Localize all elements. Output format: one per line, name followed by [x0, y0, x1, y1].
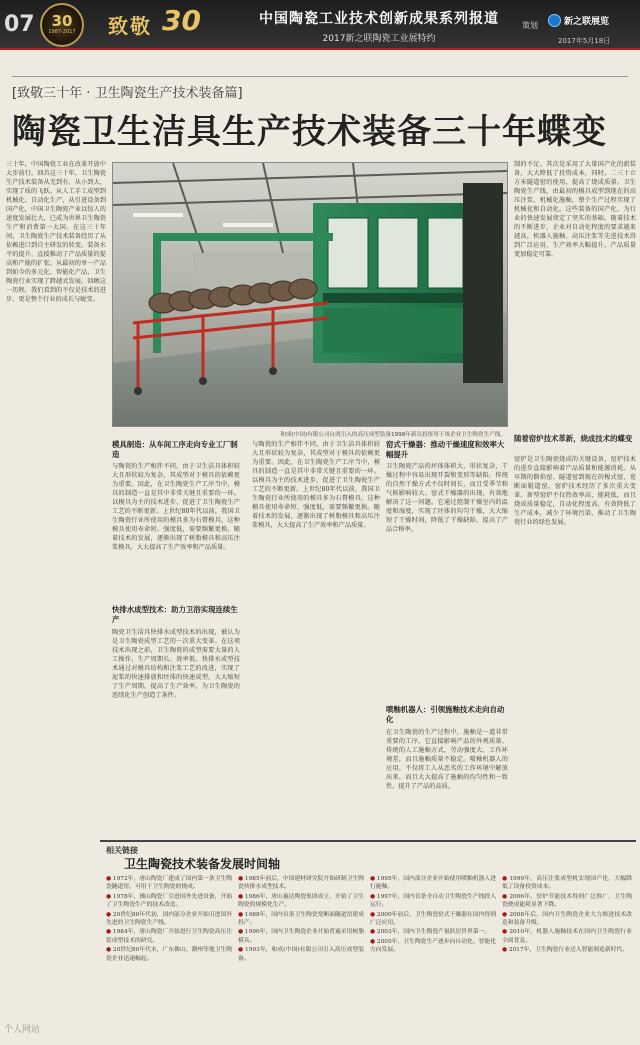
- series-subtitle: 2017新之联陶瓷工业展特约: [322, 34, 436, 44]
- anniversary-badge-icon: [40, 3, 84, 47]
- section5-text: 窑炉是卫生陶瓷烧成的关键设备，窑炉技术的进步直接影响着产品质量和能源消耗。从早期的倒焰窑、隧道窑到现在的梭式窑、宽断面辊道窑，窑炉技术经历了多次重大变革。新型窑炉不仅热效率高、能耗低，而且烧成质量稳定，自动化程度高，有效降低了生产成本，减少了环境污染，推动了卫生陶瓷行业的绿色发展。: [514, 456, 636, 526]
- timeline-column-3: [370, 875, 496, 1035]
- bullet-icon: ●: [370, 876, 377, 882]
- timeline-item: [370, 938, 496, 955]
- masthead: [0, 0, 640, 50]
- divider: [12, 76, 628, 77]
- bullet-icon: ●: [370, 893, 377, 900]
- page-title: 陶瓷卫生洁具生产技术装备三十年蝶变: [12, 112, 607, 152]
- timeline-item-text: 1978年，佛山陶瓷厂引进国外先进设备，开始了卫生陶瓷生产的技术改造。: [106, 893, 232, 909]
- bullet-icon: ●: [106, 929, 113, 936]
- timeline-item: [238, 875, 364, 892]
- tribute-label: 致敬: [108, 14, 152, 38]
- timeline-item-text: 1999年，高压注浆成型机实现国产化，大幅降低了设备投资成本。: [502, 876, 632, 891]
- timeline-column-4: [502, 875, 632, 1035]
- timeline-item: [238, 928, 364, 945]
- timeline-item: [106, 928, 232, 945]
- photo-caption: 和成(中国)有限公司台湾引入的高压成型装备1998年新员投资用于该企业卫生陶瓷生产线。: [280, 432, 506, 438]
- section2-text: 陶瓷卫生洁具快排水成型技术的出现，被认为是卫生陶瓷成型工艺的一次重大变革。在这项技术出现之前，卫生陶瓷的成型需要大量的人工操作，生产周期长、效率低。快排水成型技术通过对模具结构和注浆工艺的改进，实现了泥浆的快速排放和坯体的快速成型，大大缩短了生产周期，提高了生产效率，为卫生陶瓷的连续化生产创造了条件。: [112, 629, 240, 699]
- timeline-item: [370, 875, 496, 892]
- timeline-item-text: 1990年，国内卫生陶瓷企业开始普遍采用树脂模具。: [238, 929, 364, 944]
- timeline-item-text: 1988年，国内首条卫生陶瓷宽断面隧道窑建成投产。: [238, 911, 364, 927]
- bullet-icon: ●: [238, 947, 246, 954]
- timeline-item: [370, 928, 496, 936]
- lead-column: 三十年，中国陶瓷工业在改革开放中大步前行。回首这三十年，卫生陶瓷生产技术装备从无到有、从小到大，实现了质的飞跃。从人工手工成型到机械化、自动化生产，从引进设备到国产化，中国卫生陶瓷产业以惊人的速度发展壮大，已成为世界卫生陶瓷生产和消费第一大国。在这三十年间，卫生陶瓷生产技术装备经历了从依赖进口到自主研发的转变。装备水平的提升，直接推动了产品质量的提高和产能的扩张。从最初的单一产品到如今的多元化、智能化产品，卫生陶瓷行业实现了跨越式发展。回顾这一历程，我们看到的不仅是技术的进步，更是整个行业的成长与蜕变。: [6, 161, 106, 303]
- timeline-item: [502, 928, 632, 945]
- bullet-icon: ●: [370, 938, 377, 945]
- section1-text: 与陶瓷的生产相伴不同，由于卫生洁具体积较大且形状较为复杂，其成型对于模具的依赖更为重要。因此，在卫生陶瓷生产工序当中，模具的制造一直是其中非常关键且重要的一环。以模具为主的技术进步，促进了卫生陶瓷生产工艺的不断更新。上世纪80年代以前，我国卫生陶瓷行业所使用的模具多为石膏模具，这种模具使用寿命短、强度低，需要频繁更换。随着技术的发展，逐渐出现了树脂模具和高压注浆模具，大大提高了生产效率和产品质量。: [112, 463, 240, 551]
- brand: [548, 14, 609, 27]
- timeline-item-text: 2017年，卫生陶瓷行业迈入智能制造新时代。: [508, 947, 629, 954]
- bullet-icon: ●: [238, 876, 245, 882]
- bullet-icon: ●: [106, 947, 113, 954]
- bullet-icon: ●: [370, 929, 377, 936]
- timeline-item: [106, 946, 232, 963]
- timeline-item-text: 2003年，国内卫生陶瓷产量跃居世界第一。: [376, 929, 491, 936]
- bullet-icon: ●: [238, 911, 245, 918]
- timeline-item-text: 1995年，国内部分企业开始使用喷釉机器人进行施釉。: [370, 876, 496, 891]
- timeline-item-text: 2006年，窑炉节能技术得到广泛推广，卫生陶瓷烧成能耗显著下降。: [502, 893, 632, 909]
- bullet-icon: ●: [106, 911, 113, 918]
- timeline-item-text: 1997年，国内首条全自动卫生陶瓷生产线投入运行。: [370, 893, 496, 909]
- bullet-icon: ●: [238, 893, 245, 900]
- bullet-icon: ●: [106, 876, 113, 882]
- kicker: [致敬三十年 · 卫生陶瓷生产技术装备篇]: [12, 86, 243, 101]
- bullet-icon: ●: [502, 911, 510, 918]
- timeline-item: [238, 911, 364, 928]
- timeline-item: [238, 893, 364, 910]
- section4-text: 在卫生陶瓷的生产过程中，施釉是一道非常重要的工序，它直接影响产品的外观质量。传统的人工施釉方式，劳动强度大、工作环境差，而且施釉质量不稳定。喷釉机器人的应用，不仅将工人从恶劣的工作环境中解放出来，而且大大提高了施釉的均匀性和一致性，提升了产品的品质。: [386, 729, 508, 790]
- timeline-item: [502, 911, 632, 928]
- page-number: 07: [4, 12, 35, 37]
- bullet-icon: ●: [370, 911, 377, 918]
- badge-years: 1987-2017: [48, 29, 76, 36]
- series-title: 中国陶瓷工业技术创新成果系列报道: [259, 11, 499, 27]
- factory-photo: [112, 162, 508, 427]
- brand-name: 新之联展览: [564, 17, 610, 27]
- tribute-number: 30: [162, 4, 201, 37]
- timeline-item: [502, 893, 632, 910]
- timeline-item-text: 1993年，和成(中国)有限公司引入高压成型装备。: [238, 947, 364, 962]
- timeline-column-1: [106, 875, 232, 1035]
- timeline-item-text: 1984年，唐山陶瓷厂开始进行卫生陶瓷高压注浆成型技术的研究。: [106, 929, 232, 944]
- timeline-item: [502, 946, 632, 954]
- brand-logo-icon: [548, 14, 561, 27]
- bullet-icon: ●: [502, 876, 510, 882]
- timeline-item-text: 1986年，唐山惠达陶瓷集团成立，开始了卫生陶瓷的规模化生产。: [238, 893, 364, 909]
- timeline-item: [106, 875, 232, 892]
- timeline-item: [106, 911, 232, 928]
- timeline-tag: 相关链接: [106, 846, 138, 855]
- timeline-title: 卫生陶瓷技术装备发展时间轴: [124, 857, 281, 871]
- timeline-item: [106, 893, 232, 910]
- timeline-item-text: 2000年前后，卫生陶瓷窑式干燥器在国内得到广泛应用。: [370, 911, 496, 927]
- timeline-column-2: [238, 875, 364, 1035]
- bullet-icon: ●: [502, 947, 509, 954]
- section1-title: 模具制造：从车间工序走向专业工厂制造: [112, 440, 238, 459]
- section3-title: 窑式干燥器：推动干燥速度和效率大幅提升: [386, 440, 505, 459]
- right-top-column: 制的不足。其次是采用了大量国产化的新装备，大大降低了投资成本，同时，二三十立方米隧道窑的使用，提高了烧成质量。卫生陶瓷生产线，由最初的模具成型到现在的高压注浆、机械化施釉，整个生产过程实现了机械化和自动化。这些装备的国产化，为行业的快速发展奠定了坚实的基础。随着技术的不断进步，企业对自动化程度的要求越来越高，机器人施釉、高压注浆等先进技术得到广泛应用，生产效率大幅提升，产品质量更加稳定可靠。: [514, 161, 636, 258]
- timeline-item: [370, 893, 496, 910]
- continuation-text: 与陶瓷的生产相伴不同，由于卫生洁具体积较大且形状较为复杂，其成型对于模具的依赖更为重要。因此，在卫生陶瓷生产工序当中，模具的制造一直是其中非常关键且重要的一环。以模具为主的技术进步，促进了卫生陶瓷生产工艺的不断更新。上世纪80年代以前，我国卫生陶瓷行业所使用的模具多为石膏模具，这种模具使用寿命短、强度低，需要频繁更换。随着技术的发展，逐渐出现了树脂模具和高压注浆模具，大大提高了生产效率和产品质量。: [252, 441, 380, 529]
- bullet-icon: ●: [238, 929, 245, 936]
- timeline-item: [502, 875, 632, 892]
- watermark: 个人网站: [4, 1025, 41, 1035]
- timeline-item-text: 2008年后，国内卫生陶瓷企业大力推进技术改造和装备升级。: [502, 911, 632, 927]
- section4-title: 喷釉机器人：引领施釉技术走向自动化: [386, 705, 505, 724]
- timeline-item: [238, 946, 364, 963]
- bullet-icon: ●: [502, 893, 510, 900]
- issue-date: 2017年5月18日: [558, 37, 611, 45]
- badge-number: 30: [51, 12, 73, 31]
- timeline-item-text: 20世纪80年代初，国内部分企业开始引进国外先进的卫生陶瓷生产线。: [106, 911, 232, 927]
- timeline-item: [370, 911, 496, 928]
- bullet-icon: ●: [106, 893, 113, 900]
- section5-title: 随着窑炉技术革新，烧成技术的蝶变: [514, 434, 633, 443]
- planner-label: 策划: [522, 21, 538, 30]
- section3-text: 卫生陶瓷产品的坯体体积大、形状复杂，干燥过程中容易出现开裂和变形等缺陷。传统的自然干燥方式不仅时间长，而且受季节和气候影响较大。窑式干燥器的出现，有效地解决了这一问题。它通过控制干燥室内的温度和湿度，实现了坯体的均匀干燥，大大缩短了干燥时间，降低了干燥缺陷，提高了产品合格率。: [386, 463, 508, 533]
- section2-title: 快排水成型技术：助力卫浴实现连续生产: [112, 605, 238, 624]
- timeline-item-text: 2010年，机器人施釉技术在国内卫生陶瓷行业全面普及。: [502, 929, 632, 944]
- timeline-item-text: 2005年，卫生陶瓷生产逐步向自动化、智能化方向发展。: [370, 938, 496, 954]
- timeline-item-text: 1985年前后，中国建材研究院开始研制卫生陶瓷快排水成型技术。: [238, 876, 364, 891]
- bullet-icon: ●: [502, 929, 510, 936]
- timeline-item-text: 1972年，唐山陶瓷厂建成了国内第一条卫生陶瓷隧道窑，可用于卫生陶瓷的烧成。: [106, 876, 232, 891]
- timeline-item-text: 20世纪80年代末，广东佛山、潮州等地卫生陶瓷企业迅速崛起。: [106, 947, 232, 962]
